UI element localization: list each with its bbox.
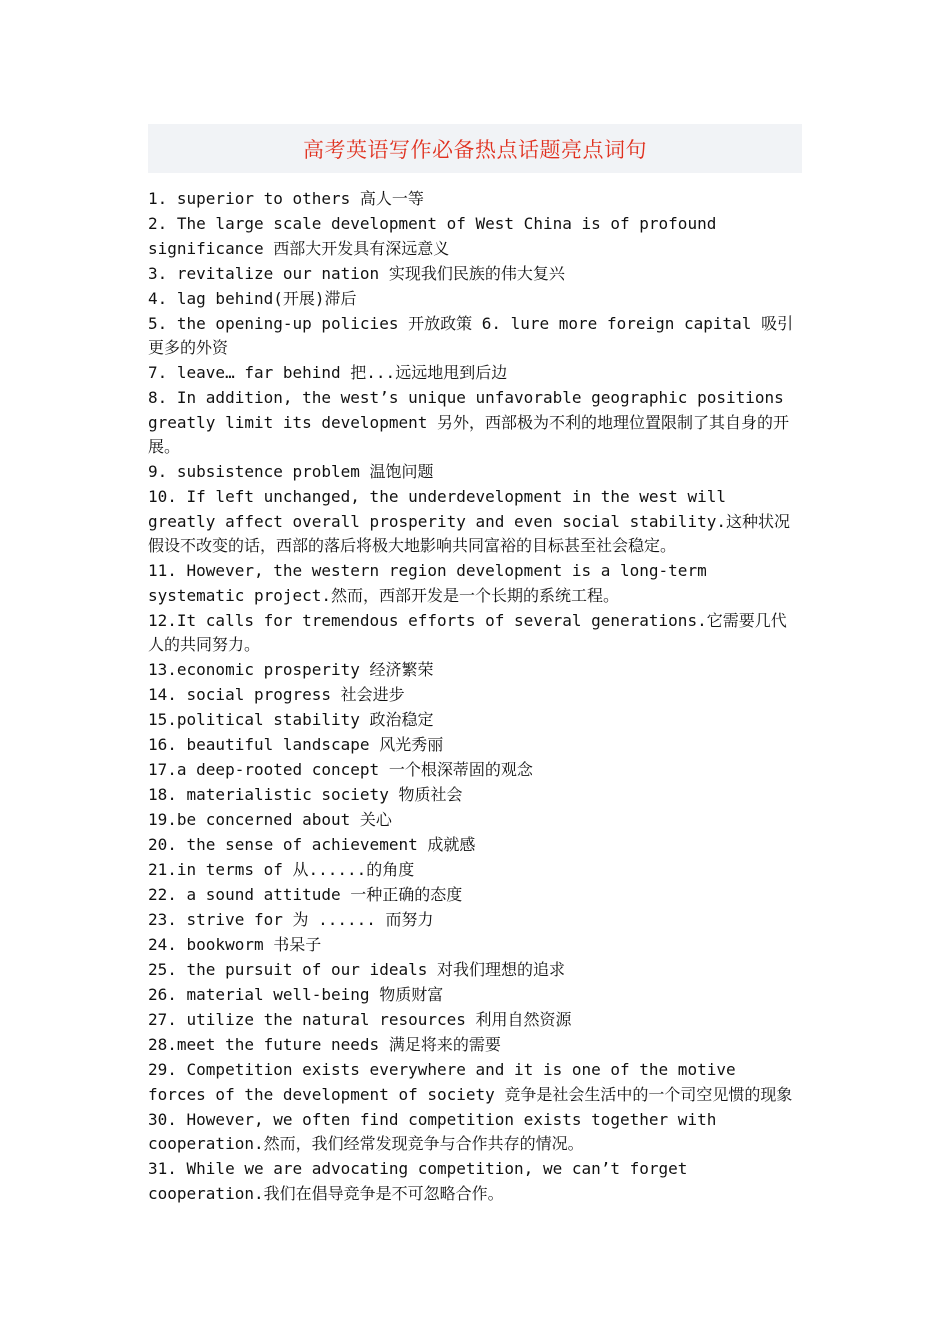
document-body [148,187,802,1207]
list-item: 3. revitalize our nation 实现我们民族的伟大复兴 [148,263,565,283]
list-item: 13.economic prosperity 经济繁荣 [148,660,434,679]
list-item: 21.in terms of 从......的角度 [148,860,415,879]
list-item: 5. the opening-up policies 开放政策 6. lure more foreign capital 吸引更多的外资 [148,313,794,357]
list-item: 4. lag behind(开展)滞后 [148,288,357,308]
list-item: 25. the pursuit of our ideals 对我们理想的追求 [148,960,565,979]
list-item: 29. Competition exists everywhere and it is one of the motive forces of the development of society 竞争是社会生活中的一个司空见惯的现象 [148,1060,793,1104]
list-item: 10. If left unchanged, the underdevelopment in the west will greatly affect overall prosperity and even social stability.这种状况假设不改变的话，西部的落后将极大地影响共同富裕的目标甚至社会稳定。 [148,487,790,555]
list-item: 18. materialistic society 物质社会 [148,785,463,804]
list-item: 1. superior to others 高人一等 [148,189,424,208]
list-item: 30. However, we often find competition exists together with cooperation.然而，我们经常发现竞争与合作共存的情况。 [148,1109,717,1153]
list-item: 2. The large scale development of West China is of profound significance 西部大开发具有深远意义 [148,214,717,258]
list-item: 7. leave… far behind 把...远远地甩到后边 [148,363,508,382]
list-item: 23. strive for 为 ...... 而努力 [148,910,434,929]
document-title: 高考英语写作必备热点话题亮点词句 [303,137,647,162]
list-item: 11. However, the western region development is a long-term systematic project.然而，西部开发是一个长期的系统工程。 [148,561,707,605]
list-item: 26. material well-being 物质财富 [148,985,444,1004]
list-item: 8. In addition, the west’s unique unfavorable geographic positions greatly limit its development 另外，西部极为不利的地理位置限制了其自身的开展。 [148,388,789,456]
list-item: 20. the sense of achievement 成就感 [148,835,476,854]
list-item: 22. a sound attitude 一种正确的态度 [148,885,463,904]
list-item: 17.a deep-rooted concept 一个根深蒂固的观念 [148,760,533,779]
title-banner [148,124,802,173]
list-item: 24. bookworm 书呆子 [148,935,322,954]
list-item: 14. social progress 社会进步 [148,685,405,704]
list-item: 9. subsistence problem 温饱问题 [148,462,434,481]
list-item: 28.meet the future needs 满足将来的需要 [148,1035,501,1054]
list-item: 15.political stability 政治稳定 [148,710,434,729]
list-item: 31. While we are advocating competition, we can’t forget cooperation.我们在倡导竞争是不可忽略合作。 [148,1159,688,1203]
list-item: 12.It calls for tremendous efforts of several generations.它需要几代人的共同努力。 [148,610,787,654]
list-item: 16. beautiful landscape 风光秀丽 [148,735,444,754]
list-item: 27. utilize the natural resources 利用自然资源 [148,1010,572,1029]
list-item: 19.be concerned about 关心 [148,810,392,829]
